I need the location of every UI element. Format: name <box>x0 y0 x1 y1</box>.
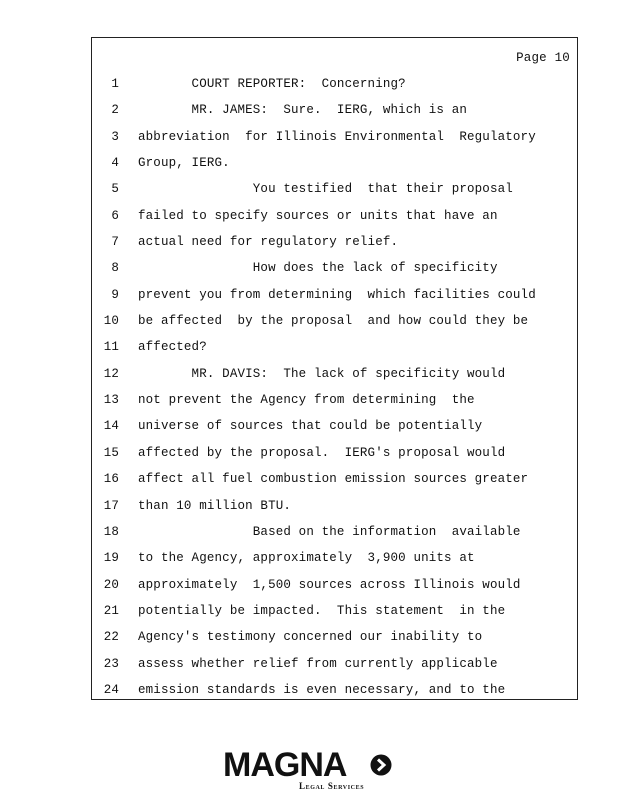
line-number: 10 <box>103 314 119 329</box>
line-text: affected? <box>138 340 207 355</box>
line-number: 20 <box>103 577 119 592</box>
line-text: than 10 million BTU. <box>138 498 292 513</box>
transcript-line <box>92 255 577 281</box>
line-number: 18 <box>103 524 119 539</box>
line-number: 17 <box>103 498 119 513</box>
line-number: 1 <box>111 77 119 91</box>
line-text: failed to specify sources or units that have an <box>138 208 498 223</box>
transcript-line <box>92 176 577 202</box>
line-text: You testified that their proposal <box>138 182 513 197</box>
transcript-line <box>92 413 577 439</box>
line-number: 3 <box>111 129 119 144</box>
line-number: 4 <box>111 156 119 171</box>
line-text: be affected by the proposal and how could they be <box>138 314 529 329</box>
transcript-line <box>92 493 577 519</box>
transcript-line <box>92 124 577 150</box>
line-number: 15 <box>103 445 119 460</box>
line-number: 9 <box>111 287 119 302</box>
line-number: 19 <box>103 551 119 566</box>
line-number: 12 <box>103 366 119 381</box>
line-text: affect all fuel combustion emission sources greater <box>138 472 529 487</box>
line-text: prevent you from determining which facilities could <box>138 287 536 302</box>
transcript-lines <box>92 71 577 703</box>
transcript-line <box>92 651 577 677</box>
line-number: 11 <box>103 340 119 355</box>
line-text: potentially be impacted. This statement in the <box>138 603 506 618</box>
line-text: abbreviation for Illinois Environmental Regulatory <box>138 129 536 144</box>
line-text: emission standards is even necessary, and to the <box>138 682 506 697</box>
line-number: 24 <box>103 682 119 697</box>
transcript-line <box>92 677 577 703</box>
line-text: affected by the proposal. IERG's proposal would <box>138 445 506 460</box>
line-text: MR. DAVIS: The lack of specificity would <box>138 366 506 381</box>
line-text: COURT REPORTER: Concerning? <box>138 77 406 91</box>
transcript-line <box>92 545 577 571</box>
line-text: assess whether relief from currently applicable <box>138 656 498 671</box>
transcript-line <box>92 466 577 492</box>
transcript-line <box>92 519 577 545</box>
line-text: approximately 1,500 sources across Illinois would <box>138 577 521 592</box>
line-text: Agency's testimony concerned our inability to <box>138 630 483 645</box>
magna-logo <box>223 748 395 792</box>
transcript-line <box>92 440 577 466</box>
line-text: not prevent the Agency from determining the <box>138 393 475 408</box>
transcript-line <box>92 150 577 176</box>
line-text: actual need for regulatory relief. <box>138 235 399 250</box>
transcript-line <box>92 387 577 413</box>
line-text: How does the lack of specificity <box>138 261 498 276</box>
transcript-line <box>92 361 577 387</box>
transcript-page <box>91 37 578 700</box>
line-number: 5 <box>111 182 119 197</box>
line-text: MR. JAMES: Sure. IERG, which is an <box>138 103 468 118</box>
transcript-line <box>92 97 577 123</box>
line-number: 16 <box>103 472 119 487</box>
line-number: 21 <box>103 603 119 618</box>
line-text: universe of sources that could be potentially <box>138 419 483 434</box>
line-number: 2 <box>111 103 119 118</box>
line-text: Based on the information available <box>138 524 521 539</box>
transcript-line <box>92 624 577 650</box>
transcript-line <box>92 598 577 624</box>
line-text: to the Agency, approximately 3,900 units at <box>138 551 475 566</box>
chevron-right-circle-icon <box>370 754 392 776</box>
line-number: 13 <box>103 393 119 408</box>
line-number: 23 <box>103 656 119 671</box>
line-number: 6 <box>111 208 119 223</box>
transcript-line <box>92 308 577 334</box>
transcript-line <box>92 282 577 308</box>
transcript-line <box>92 334 577 360</box>
logo-wordmark: MAGNA <box>223 746 347 784</box>
line-number: 14 <box>103 419 119 434</box>
transcript-line <box>92 203 577 229</box>
line-text: Group, IERG. <box>138 156 230 171</box>
line-number: 22 <box>103 630 119 645</box>
line-number: 8 <box>111 261 119 276</box>
transcript-line <box>92 229 577 255</box>
transcript-line <box>92 71 577 97</box>
line-number: 7 <box>111 235 119 250</box>
transcript-line <box>92 572 577 598</box>
logo-subtitle: Legal Services <box>299 781 365 791</box>
page-number: Page 10 <box>516 51 570 65</box>
